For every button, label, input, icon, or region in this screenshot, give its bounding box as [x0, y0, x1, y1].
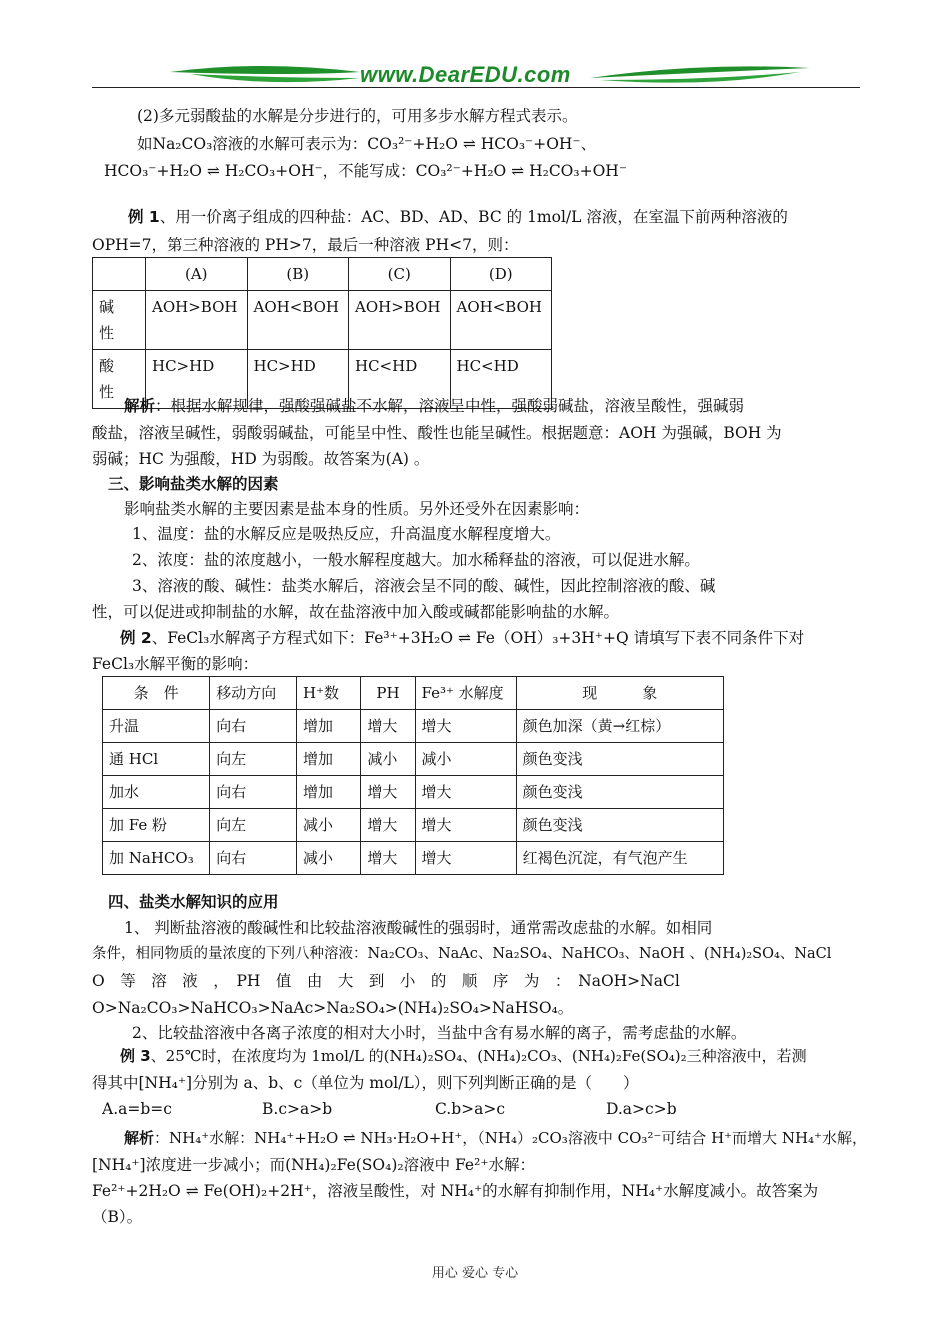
table-cell: 碱 性: [93, 291, 146, 350]
page-footer: 用心 爱心 专心: [431, 1266, 519, 1281]
paragraph: FeCl₃水解平衡的影响：: [92, 655, 259, 673]
example-3-analysis: [124, 1127, 867, 1148]
table-cell: 升温: [103, 710, 210, 743]
table-cell: HC<HD: [349, 350, 451, 409]
table-cell: AOH<BOH: [247, 291, 349, 350]
table-cell: Fe³⁺ 水解度: [415, 677, 516, 710]
paragraph: O>Na₂CO₃>NaHCO₃>NaAc>Na₂SO₄>(NH₄)₂SO₄>NaHSO₄。: [92, 999, 574, 1017]
paragraph: OPH=7，第三种溶液的 PH>7，最后一种溶液 PH<7，则：: [92, 236, 519, 254]
table-cell: 加 Fe 粉: [103, 809, 210, 842]
paragraph: （B）。: [92, 1208, 143, 1226]
section-title: 四、盐类水解知识的应用: [108, 893, 279, 911]
analysis-text: ：NH₄⁺水解：NH₄⁺+H₂O ⇌ NH₃·H₂O+H⁺，（NH₄）₂CO₃溶液中 CO₃²⁻可结合 H⁺而增大 NH₄⁺水解，: [154, 1129, 867, 1147]
table-cell: 红褐色沉淀，有气泡产生: [516, 842, 723, 875]
table-row: [103, 842, 724, 875]
table-cell: 移动方向: [210, 677, 297, 710]
option-d: D.a>c>b: [606, 1100, 677, 1118]
option-b: B.c>a>b: [262, 1100, 333, 1118]
paragraph: 如Na₂CO₃溶液的水解可表示为：CO₃²⁻+H₂O ⇌ HCO₃⁻+OH⁻、: [137, 135, 597, 153]
paragraph: Fe²⁺+2H₂O ⇌ Fe(OH)₂+2H⁺，溶液呈酸性，对 NH₄⁺的水解有抑制作用，NH₄⁺水解度减小。故答案为: [92, 1182, 819, 1200]
table-cell: 条 件: [103, 677, 210, 710]
table-cell: AOH>BOH: [349, 291, 451, 350]
table-cell: 增加: [297, 743, 361, 776]
table-header-row: [93, 258, 552, 291]
paragraph: 2、比较盐溶液中各离子浓度的相对大小时，当盐中含有易水解的离子，需考虑盐的水解。: [132, 1024, 747, 1042]
example-1-question: [128, 205, 788, 227]
table-cell: 现 象: [516, 677, 723, 710]
table-row: [103, 776, 724, 809]
table-cell: 增加: [297, 710, 361, 743]
table-cell: [93, 258, 146, 291]
table-cell: HC>HD: [146, 350, 248, 409]
table-cell: HC>HD: [247, 350, 349, 409]
table-cell: 酸 性: [93, 350, 146, 409]
paragraph: 1、温度：盐的水解反应是吸热反应，升高温度水解程度增大。: [132, 525, 561, 543]
table-cell: 增大: [361, 842, 415, 875]
example-label: 例 2: [120, 629, 152, 647]
table-cell: 向右: [210, 710, 297, 743]
table-cell: 减小: [361, 743, 415, 776]
option-a: A.a=b=c: [102, 1100, 172, 1118]
table-cell: 增大: [361, 710, 415, 743]
example-1-table: [92, 257, 552, 409]
table-cell: 减小: [415, 743, 516, 776]
section-title: 三、影响盐类水解的因素: [108, 475, 279, 493]
question-text: 、用一价离子组成的四种盐：AC、BD、AD、BC 的 1mol/L 溶液，在室温下前两种溶液的: [159, 208, 788, 226]
question-text: 、FeCl₃水解离子方程式如下：Fe³⁺+3H₂O ⇌ Fe（OH）₃+3H⁺+Q 请填写下表不同条件下对: [151, 629, 805, 647]
table-cell: 向左: [210, 743, 297, 776]
analysis-label: 解析: [124, 1129, 155, 1147]
table-cell: (D): [450, 258, 552, 291]
paragraph: (2)多元弱酸盐的水解是分步进行的，可用多步水解方程式表示。: [137, 107, 578, 125]
table-row: [103, 809, 724, 842]
paragraph: 酸盐，溶液呈碱性，弱酸弱碱盐，可能呈中性、酸性也能呈碱性。根据题意：AOH 为强碱，BOH 为: [92, 424, 782, 442]
example-2-question: [120, 626, 804, 648]
table-cell: 减小: [297, 809, 361, 842]
paragraph: 弱碱；HC 为强酸，HD 为弱酸。故答案为(A) 。: [92, 450, 430, 468]
table-cell: 增加: [297, 776, 361, 809]
paragraph: 影响盐类水解的主要因素是盐本身的性质。另外还受外在因素影响：: [124, 500, 590, 518]
table-cell: (A): [146, 258, 248, 291]
paragraph: 条件，相同物质的量浓度的下列八种溶液：Na₂CO₃、NaAc、Na₂SO₄、NaHCO₃、NaOH 、(NH₄)₂SO₄、NaCl: [92, 946, 832, 962]
table-cell: 减小: [297, 842, 361, 875]
table-row: [103, 743, 724, 776]
table-cell: PH: [361, 677, 415, 710]
example-1-analysis: [124, 394, 744, 416]
table-cell: 颜色变浅: [516, 809, 723, 842]
table-cell: 增大: [361, 809, 415, 842]
table-cell: 增大: [415, 809, 516, 842]
table-cell: AOH>BOH: [146, 291, 248, 350]
table-header-row: [103, 677, 724, 710]
example-label: 例 3: [120, 1047, 151, 1065]
table-cell: 颜色加深（黄→红棕）: [516, 710, 723, 743]
paragraph: HCO₃⁻+H₂O ⇌ H₂CO₃+OH⁻，不能写成：CO₃²⁻+H₂O ⇌ H₂CO₃+OH⁻: [104, 162, 627, 180]
paragraph: [NH₄⁺]浓度进一步减小；而(NH₄)₂Fe(SO₄)₂溶液中 Fe²⁺水解：: [92, 1156, 535, 1174]
table-row: [93, 291, 552, 350]
table-cell: 向右: [210, 842, 297, 875]
header-rule: [92, 87, 860, 88]
example-label: 例 1: [128, 208, 160, 226]
analysis-label: 解析: [124, 397, 156, 415]
table-cell: 通 HCl: [103, 743, 210, 776]
paragraph: 2、浓度：盐的浓度越小，一般水解程度越大。加水稀释盐的溶液，可以促进水解。: [132, 551, 700, 569]
paragraph: 性，可以促进或抑制盐的水解，故在盐溶液中加入酸或碱都能影响盐的水解。: [92, 603, 620, 621]
table-cell: 向右: [210, 776, 297, 809]
table-cell: HC<HD: [450, 350, 552, 409]
table-cell: H⁺数: [297, 677, 361, 710]
table-cell: AOH<BOH: [450, 291, 552, 350]
table-cell: 向左: [210, 809, 297, 842]
table-cell: 增大: [415, 710, 516, 743]
site-logo-text[interactable]: www.DearEDU.com: [360, 62, 571, 87]
example-3-question: [120, 1045, 807, 1066]
paragraph: O 等 溶 液 ， PH 值 由 大 到 小 的 顺 序 为 ： NaOH>NaCl: [92, 972, 680, 990]
paragraph: 3、溶液的酸、碱性：盐类水解后，溶液会呈不同的酸、碱性，因此控制溶液的酸、碱: [132, 577, 716, 595]
analysis-text: ：根据水解规律，强酸强碱盐不水解，溶液呈中性，强酸弱碱盐，溶液呈酸性，强碱弱: [155, 397, 745, 415]
table-cell: 颜色变浅: [516, 743, 723, 776]
paragraph: 1、 判断盐溶液的酸碱性和比较盐溶液酸碱性的强弱时，通常需改虑盐的水解。如相同: [124, 919, 713, 937]
table-row: [103, 710, 724, 743]
example-2-table: [102, 676, 724, 875]
table-cell: 加水: [103, 776, 210, 809]
question-text: 、25℃时，在浓度均为 1mol/L 的(NH₄)₂SO₄、(NH₄)₂CO₃、(NH₄)₂Fe(SO₄)₂三种溶液中，若测: [150, 1047, 807, 1065]
table-cell: 增大: [361, 776, 415, 809]
table-cell: 加 NaHCO₃: [103, 842, 210, 875]
option-c: C.b>a>c: [435, 1100, 506, 1118]
table-cell: 增大: [415, 776, 516, 809]
table-cell: (B): [247, 258, 349, 291]
table-cell: 颜色变浅: [516, 776, 723, 809]
paragraph: 得其中[NH₄⁺]分别为 a、b、c（单位为 mol/L），则下列判断正确的是（ ）: [92, 1074, 639, 1092]
table-cell: 增大: [415, 842, 516, 875]
table-cell: (C): [349, 258, 451, 291]
